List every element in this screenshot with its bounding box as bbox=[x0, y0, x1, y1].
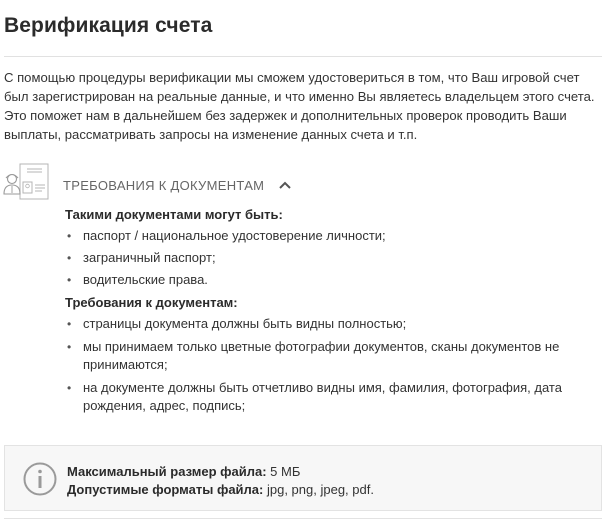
max-size-value: 5 МБ bbox=[270, 464, 301, 479]
list-item: • мы принимаем только цветные фотографии документов, сканы документов не принимаются; bbox=[65, 338, 605, 374]
list-item: • на документе должны быть отчетливо видны имя, фамилия, фотография, дата рождения, адрес, подпись; bbox=[65, 379, 605, 415]
formats-label: Допустимые форматы файла: bbox=[67, 482, 264, 497]
doc-requirements-heading: Требования к документам: bbox=[65, 295, 238, 310]
allowed-docs-list bbox=[65, 227, 605, 289]
list-item: • страницы документа должны быть видны полностью; bbox=[65, 315, 605, 333]
requirements-content bbox=[65, 205, 605, 420]
chevron-up-icon[interactable] bbox=[278, 180, 292, 190]
allowed-docs-heading: Такими документами могут быть: bbox=[65, 207, 283, 222]
intro-text: С помощью процедуры верификации мы сможем удостовериться в том, что Ваш игровой счет был зарегистрирован на реальные данные, и что именно Вы являетесь владельцем этого счета. Это поможет нам в дальнейшем без задержек и дополнительных проверок проводить Ваши выплаты, рассматривать запросы на изменение данных счета и т.п. bbox=[4, 70, 595, 142]
file-info-box bbox=[4, 445, 602, 511]
list-item: • заграничный паспорт; bbox=[65, 249, 605, 267]
list-item: • паспорт / национальное удостоверение личности; bbox=[65, 227, 605, 245]
list-item: • водительские права. bbox=[65, 271, 605, 289]
page-title: Верификация счета bbox=[4, 14, 213, 37]
bottom-divider bbox=[4, 518, 602, 519]
formats-line bbox=[67, 481, 374, 499]
requirements-toggle-label: ТРЕБОВАНИЯ К ДОКУМЕНТАМ bbox=[63, 177, 265, 193]
doc-requirements-list bbox=[65, 315, 605, 415]
document-id-icon bbox=[2, 162, 50, 202]
max-size-label: Максимальный размер файла: bbox=[67, 464, 267, 479]
title-divider bbox=[4, 56, 602, 57]
formats-value: jpg, png, jpeg, pdf. bbox=[266, 482, 374, 497]
info-icon bbox=[22, 461, 58, 497]
file-info-text bbox=[67, 463, 374, 499]
max-size-line bbox=[67, 463, 374, 481]
requirements-toggle[interactable] bbox=[63, 176, 292, 194]
